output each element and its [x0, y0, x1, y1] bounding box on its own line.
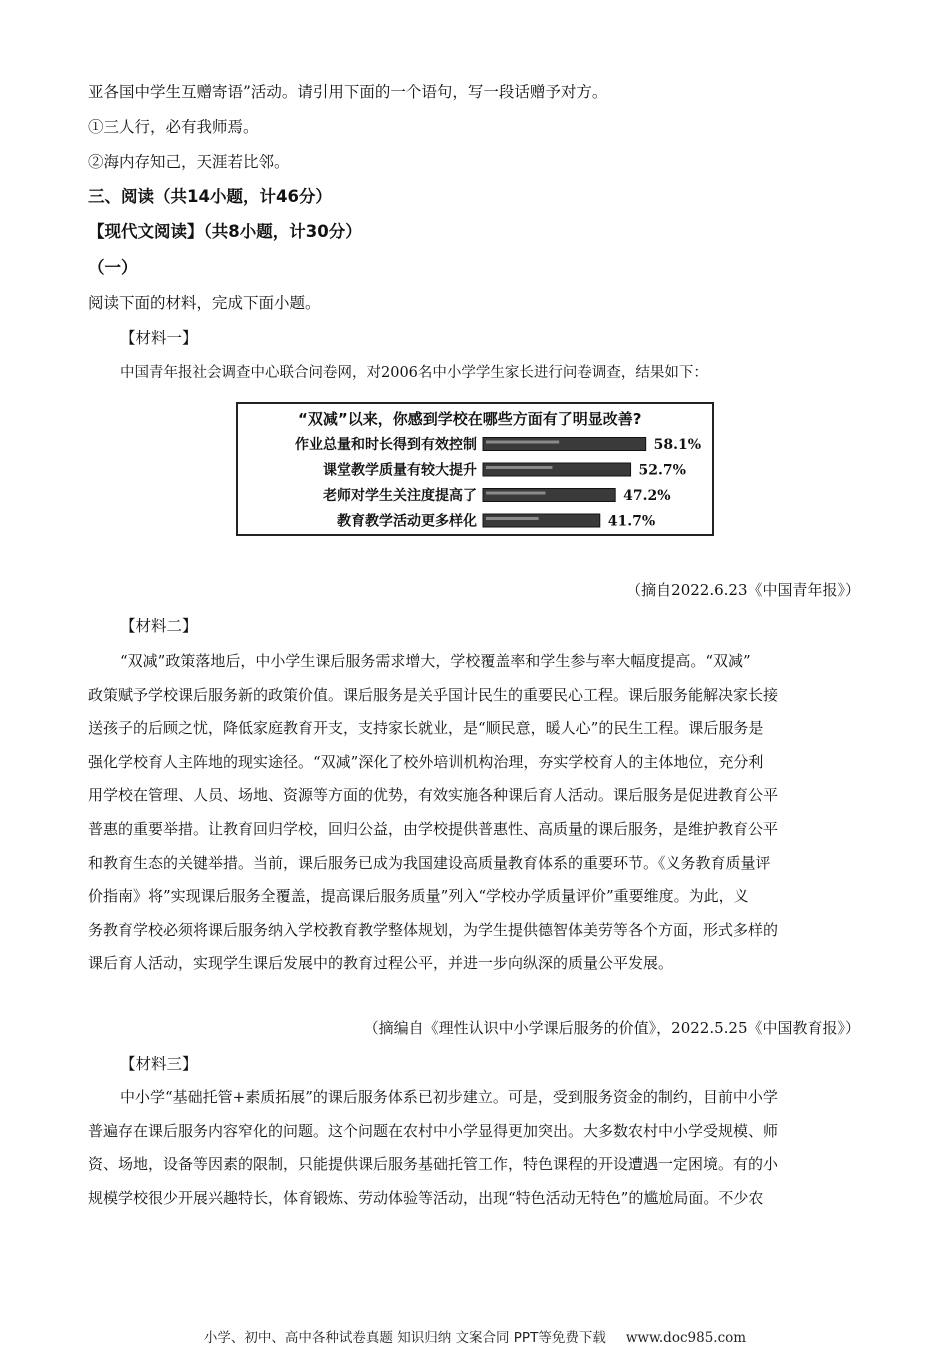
footer-url[interactable]: www.doc985.com	[625, 1330, 747, 1346]
chart-category-label: 作业总量和时长得到有效控制	[295, 437, 477, 453]
material2-body	[88, 645, 863, 981]
paragraph-line: 政策赋予学校课后服务新的政策价值。课后服务是关乎国计民生的重要民心工程。课后服务能解决家长接	[88, 685, 779, 704]
chart-bar-highlight	[486, 441, 559, 444]
chart-bar-highlight	[486, 466, 552, 469]
material3-body	[88, 1081, 863, 1215]
chart-value-label: 47.2%	[623, 488, 671, 504]
section-title: 三、阅读（共14小题，计46分）	[88, 187, 332, 206]
material1-label: 【材料一】	[120, 329, 198, 347]
chart-bar-highlight	[486, 492, 545, 495]
chart-value-label: 52.7%	[638, 462, 686, 479]
paragraph-line: 普惠的重要举措。让教育回归学校，回归公益，由学校提供普惠性、高质量的课后服务，是维护教育公平	[88, 819, 779, 838]
paragraph-line: 和教育生态的关键举措。当前，课后服务已成为我国建设高质量教育体系的重要环节。《义务教育质量评	[88, 853, 771, 872]
modern-reading-title: 【现代文阅读】（共8小题，计30分）	[88, 222, 362, 241]
paragraph-line: 价指南》将”实现课后服务全覆盖，提高课后服务质量”列入“学校办学质量评价”重要维度。为此，义	[88, 887, 749, 906]
instruction: 阅读下面的材料，完成下面小题。	[88, 294, 321, 312]
paragraph-line: 用学校在管理、人员、场地、资源等方面的优势，有效实施各种课后育人活动。课后服务是促进教育公平	[88, 786, 779, 805]
footer-text: 小学、初中、高中各种试卷真题 知识归纳 文案合同 PPT等免费下载	[203, 1330, 606, 1346]
paragraph-line: 普遍存在课后服务内容窄化的问题。这个问题在农村中小学显得更加突出。大多数农村中小学受规模、师	[88, 1121, 779, 1140]
chart-bar	[483, 489, 615, 502]
paragraph-line: 送孩子的后顾之忧，降低家庭教育开支，支持家长就业，是“顺民意，暖人心”的民生工程。课后服务是	[88, 719, 764, 738]
material1-source: （摘自2022.6.23《中国青年报》）	[626, 581, 860, 599]
paragraph-line: 资、场地，设备等因素的限制，只能提供课后服务基础托管工作，特色课程的开设遭遇一定困境。有的小	[88, 1155, 779, 1174]
paragraph-line: 务教育学校必须将课后服务纳入学校教育教学整体规划，为学生提供德智体美劳等各个方面，形式多样的	[88, 920, 779, 939]
chart-title: “双减”以来，你感到学校在哪些方面有了明显改善?	[298, 410, 642, 428]
survey-chart	[236, 402, 714, 536]
chart-category-label: 教育教学活动更多样化	[337, 513, 477, 530]
material1-text: 中国青年报社会调查中心联合问卷网，对2006名中小学学生家长进行问卷调查，结果如下：	[120, 365, 708, 381]
paragraph-line: 中小学“基础托管+素质拓展”的课后服务体系已初步建立。可是，受到服务资金的制约，目前中小学	[120, 1088, 778, 1106]
paragraph-line: 强化学校育人主阵地的现实途径。“双减”深化了校外培训机构治理，夯实学校育人的主体地位，充分利	[88, 752, 764, 771]
option-2: ②海内存知己，天涯若比邻。	[88, 153, 290, 171]
paragraph-line: “双减”政策落地后，中小学生课后服务需求增大，学校覆盖率和学生参与率大幅度提高。“双减”	[120, 652, 751, 670]
paragraph-line: 课后育人活动，实现学生课后发展中的教育过程公平，并进一步向纵深的质量公平发展。	[88, 954, 674, 973]
chart-canvas	[238, 404, 712, 534]
chart-category-label: 老师对学生关注度提高了	[323, 488, 477, 504]
material3-label: 【材料三】	[120, 1055, 198, 1073]
intro-line: 亚各国中学生互赠寄语”活动。请引用下面的一个语句，写一段话赠予对方。	[88, 83, 608, 101]
chart-value-label: 41.7%	[607, 513, 656, 530]
chart-bar-highlight	[486, 517, 539, 520]
option-1: ①三人行，必有我师焉。	[88, 118, 259, 136]
chart-bar	[483, 438, 646, 451]
chart-value-label: 58.1%	[653, 437, 702, 453]
chart-bar	[483, 463, 631, 476]
part-one-title: （一）	[88, 258, 138, 277]
chart-bar	[483, 514, 600, 527]
chart-category-label: 课堂教学质量有较大提升	[323, 462, 477, 479]
page-footer	[0, 1326, 950, 1346]
paragraph-line: 规模学校很少开展兴趣特长，体育锻炼、劳动体验等活动，出现“特色活动无特色”的尴尬局面。不少农	[88, 1188, 764, 1207]
material2-source: （摘编自《理性认识中小学课后服务的价值》，2022.5.25《中国教育报》）	[363, 1019, 860, 1037]
material2-label: 【材料二】	[120, 617, 198, 635]
